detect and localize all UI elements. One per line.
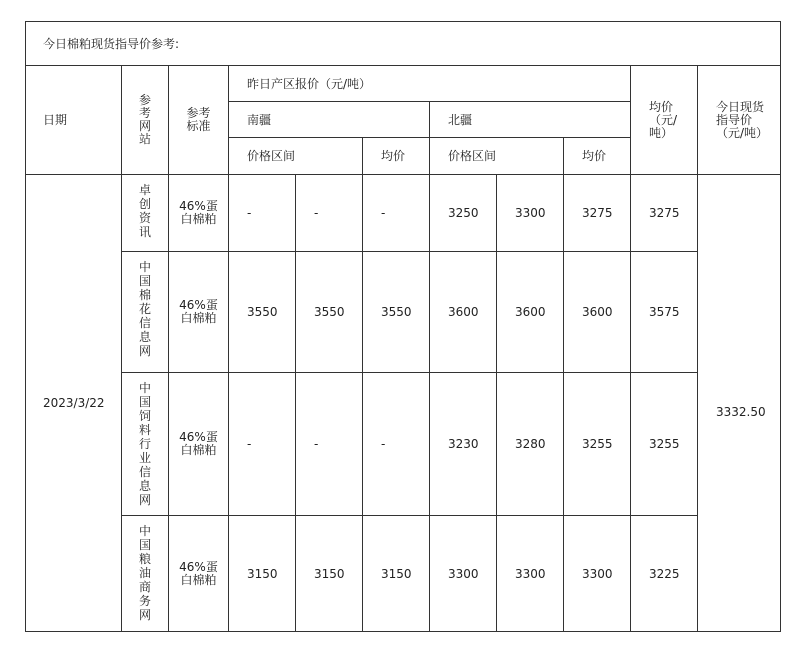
header-north: 北疆 xyxy=(430,102,631,138)
header-avg-unit: 均价（元/吨） xyxy=(631,66,698,175)
today-price-cell: 3332.50 xyxy=(698,175,781,632)
standard-cell: 46%蛋白棉粕 xyxy=(169,175,229,252)
header-south-range: 价格区间 xyxy=(229,138,363,175)
north-low-cell: 3600 xyxy=(430,252,497,373)
avg-cell: 3225 xyxy=(631,516,698,632)
date-cell: 2023/3/22 xyxy=(26,175,122,632)
north-high-cell: 3280 xyxy=(497,373,564,516)
header-south-avg: 均价 xyxy=(363,138,430,175)
south-avg-cell: - xyxy=(363,373,430,516)
north-avg-cell: 3275 xyxy=(564,175,631,252)
avg-cell: 3255 xyxy=(631,373,698,516)
price-table-container xyxy=(25,21,780,632)
south-low-cell: - xyxy=(229,373,296,516)
north-low-cell: 3250 xyxy=(430,175,497,252)
header-north-avg: 均价 xyxy=(564,138,631,175)
standard-cell: 46%蛋白棉粕 xyxy=(169,252,229,373)
avg-cell: 3575 xyxy=(631,252,698,373)
table-title: 今日棉粕现货指导价参考: xyxy=(26,22,781,66)
header-site: 参考网站 xyxy=(122,66,169,175)
north-low-cell: 3300 xyxy=(430,516,497,632)
north-high-cell: 3300 xyxy=(497,175,564,252)
header-date: 日期 xyxy=(26,66,122,175)
header-today-price: 今日现货指导价（元/吨） xyxy=(698,66,781,175)
site-cell: 卓创资讯 xyxy=(122,175,169,252)
avg-cell: 3275 xyxy=(631,175,698,252)
south-low-cell: - xyxy=(229,175,296,252)
standard-cell: 46%蛋白棉粕 xyxy=(169,373,229,516)
south-high-cell: 3550 xyxy=(296,252,363,373)
north-low-cell: 3230 xyxy=(430,373,497,516)
north-avg-cell: 3300 xyxy=(564,516,631,632)
south-avg-cell: 3150 xyxy=(363,516,430,632)
north-avg-cell: 3600 xyxy=(564,252,631,373)
south-low-cell: 3550 xyxy=(229,252,296,373)
header-south: 南疆 xyxy=(229,102,430,138)
north-avg-cell: 3255 xyxy=(564,373,631,516)
south-high-cell: - xyxy=(296,175,363,252)
south-avg-cell: 3550 xyxy=(363,252,430,373)
header-yesterday-price: 昨日产区报价（元/吨） xyxy=(229,66,631,102)
site-cell: 中国棉花信息网 xyxy=(122,252,169,373)
south-low-cell: 3150 xyxy=(229,516,296,632)
site-cell: 中国粮油商务网 xyxy=(122,516,169,632)
south-high-cell: - xyxy=(296,373,363,516)
standard-cell: 46%蛋白棉粕 xyxy=(169,516,229,632)
header-north-range: 价格区间 xyxy=(430,138,564,175)
site-cell: 中国饲料行业信息网 xyxy=(122,373,169,516)
south-avg-cell: - xyxy=(363,175,430,252)
north-high-cell: 3600 xyxy=(497,252,564,373)
north-high-cell: 3300 xyxy=(497,516,564,632)
header-standard: 参考标准 xyxy=(169,66,229,175)
south-high-cell: 3150 xyxy=(296,516,363,632)
cotton-meal-price-table xyxy=(25,21,781,632)
